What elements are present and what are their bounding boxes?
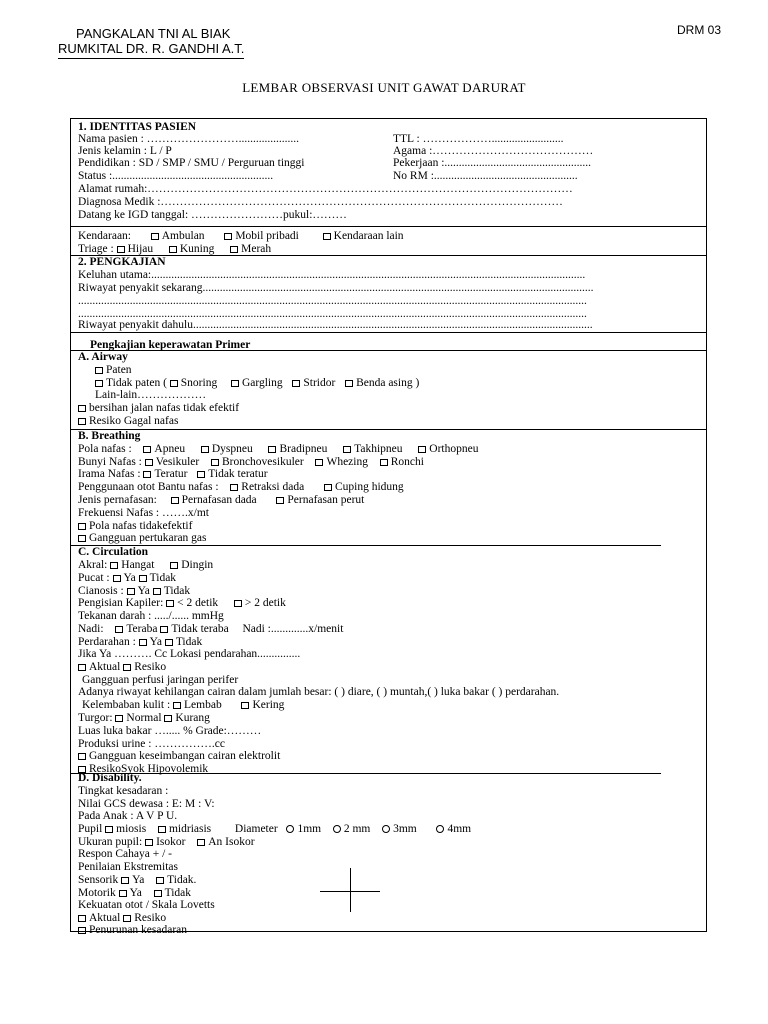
dingin-label: Dingin	[181, 559, 214, 571]
lain-lain-field[interactable]: Lain-lain………………	[95, 389, 207, 401]
irama-nafas-label: Irama Nafas :	[78, 468, 141, 480]
dyspneu-label: Dyspneu	[211, 443, 253, 455]
bradipneu-label: Bradipneu	[279, 443, 328, 455]
benda-asing-checkbox[interactable]	[345, 380, 353, 387]
vesikuler-label: Vesikuler	[155, 456, 200, 468]
miosis-label: miosis	[116, 823, 147, 835]
tidak-paten-option	[95, 377, 419, 390]
irama-nafas-row	[78, 468, 268, 481]
resiko-syok-label: ResikoSyok Hipovolemik	[89, 763, 209, 775]
respon-cahaya-field[interactable]: Respon Cahaya + / -	[78, 848, 172, 860]
motorik-ya-checkbox[interactable]	[119, 890, 127, 897]
rps-field[interactable]: Riwayat penyakit sekarang........................................................................................................................................	[78, 282, 594, 294]
bronchovesikuler-label: Bronchovesikuler	[221, 456, 304, 468]
diameter-1mm-radio[interactable]	[286, 825, 294, 833]
paten-option	[95, 364, 132, 377]
pola-tidak-efektif-label: Pola nafas tidakefektif	[89, 520, 193, 532]
document-code: DRM 03	[677, 23, 722, 37]
apneu-checkbox[interactable]	[143, 446, 151, 453]
pupil-label: Pupil	[78, 823, 103, 835]
kering-checkbox[interactable]	[241, 702, 249, 709]
cianosis-label: Cianosis :	[78, 585, 124, 597]
tidak-teratur-checkbox[interactable]	[197, 471, 205, 478]
airway-heading: A. Airway	[78, 351, 128, 363]
an-isokor-label: An Isokor	[208, 836, 255, 848]
tidak-paten-checkbox[interactable]	[95, 380, 103, 387]
kering-label: Kering	[252, 699, 285, 711]
motorik-tidak-checkbox[interactable]	[154, 890, 162, 897]
perdarahan-row	[78, 636, 202, 649]
gangguan-gas-option	[78, 532, 207, 545]
pucat-tidak-label: Tidak	[149, 572, 177, 584]
pernafasan-perut-checkbox[interactable]	[276, 497, 284, 504]
benda-asing-label: Benda asing )	[356, 377, 420, 389]
alamat-field[interactable]: Alamat rumah:…………………………………………………………………………………………………	[78, 183, 573, 195]
pernafasan-dada-label: Pernafasan dada	[181, 494, 257, 506]
d-resiko-label: Resiko	[134, 912, 167, 924]
turgor-normal-label: Normal	[126, 712, 162, 724]
pola-nafas-label: Pola nafas :	[78, 443, 132, 455]
merah-checkbox[interactable]	[230, 246, 238, 253]
teraba-label: Teraba	[126, 623, 158, 635]
tidak-teratur-label: Tidak teratur	[208, 468, 268, 480]
form-title: LEMBAR OBSERVASI UNIT GAWAT DARURAT	[242, 80, 526, 95]
gangguan-cairan-label: Gangguan keseimbangan cairan elektrolit	[89, 750, 281, 762]
paten-checkbox[interactable]	[95, 367, 103, 374]
bunyi-nafas-label: Bunyi Nafas :	[78, 456, 142, 468]
diameter-3mm-label: 3mm	[393, 823, 417, 835]
pola-nafas-row	[78, 443, 478, 456]
diameter-label: Diameter	[234, 823, 278, 835]
disability-heading: D. Disability.	[78, 772, 142, 784]
rps-line3[interactable]: .................................................................................................................................................................................	[78, 308, 587, 320]
motorik-row	[78, 887, 191, 900]
ttl-field[interactable]: TTL : ……………….........................	[393, 133, 564, 145]
jenis-pernafasan-label: Jenis pernafasan:	[78, 494, 157, 506]
pengkajian-heading: 2. PENGKAJIAN	[78, 256, 166, 268]
datang-field[interactable]: Datang ke IGD tanggal: ……………………pukul:………	[78, 209, 347, 221]
ukuran-pupil-label: Ukuran pupil:	[78, 836, 143, 848]
bersihan-checkbox[interactable]	[78, 405, 86, 412]
kuning-checkbox[interactable]	[169, 246, 177, 253]
bersihan-label: bersihan jalan nafas tidak efektif	[89, 402, 240, 414]
extremity-cross-vertical	[350, 868, 351, 912]
midriasis-checkbox[interactable]	[158, 826, 166, 833]
kapiler-gt2-checkbox[interactable]	[234, 600, 242, 607]
tingkat-kesadaran-label: Tingkat kesadaran :	[78, 785, 169, 797]
hangat-label: Hangat	[121, 559, 155, 571]
kendaraan-lain-checkbox[interactable]	[323, 233, 331, 240]
dyspneu-checkbox[interactable]	[201, 446, 209, 453]
pernafasan-perut-label: Pernafasan perut	[287, 494, 365, 506]
gargling-checkbox[interactable]	[231, 380, 239, 387]
orthopneu-label: Orthopneu	[429, 443, 479, 455]
c-aktual-checkbox[interactable]	[78, 664, 86, 671]
cuping-label: Cuping hidung	[334, 481, 404, 493]
pupil-row	[78, 823, 471, 836]
pola-tidak-efektif-option	[78, 520, 192, 533]
bersihan-option	[78, 402, 239, 415]
isokor-checkbox[interactable]	[145, 839, 153, 846]
c-resiko-label: Resiko	[134, 661, 167, 673]
observation-form	[70, 118, 707, 936]
triage-row	[78, 243, 271, 256]
retraksi-label: Retraksi dada	[241, 481, 305, 493]
penurunan-kesadaran-label: Penurunan kesadaran	[89, 924, 188, 936]
tidak-teraba-checkbox[interactable]	[160, 626, 168, 633]
sensorik-row	[78, 874, 196, 887]
stridor-checkbox[interactable]	[292, 380, 300, 387]
perdarahan-ya-label: Ya	[149, 636, 162, 648]
an-isokor-checkbox[interactable]	[197, 839, 205, 846]
isokor-label: Isokor	[156, 836, 186, 848]
perdarahan-label: Perdarahan :	[78, 636, 136, 648]
c-aktual-label: Aktual	[89, 661, 121, 673]
kapiler-lt2-label: < 2 detik	[177, 597, 219, 609]
c-resiko-checkbox[interactable]	[123, 664, 131, 671]
diameter-2mm-label: 2 mm	[343, 823, 371, 835]
identitas-heading: 1. IDENTITAS PASIEN	[78, 121, 197, 133]
agama-field[interactable]: Agama :……………………………………	[393, 145, 594, 157]
org-name-line2: RUMKITAL DR. R. GANDHI A.T.	[58, 41, 244, 59]
vesikuler-checkbox[interactable]	[145, 459, 153, 466]
nadi-row	[78, 623, 343, 636]
kekuatan-otot-label: Kekuatan otot / Skala Lovetts	[78, 899, 215, 911]
nadi-frekuensi-field[interactable]: Nadi :.............x/menit	[242, 623, 344, 635]
kapiler-lt2-checkbox[interactable]	[166, 600, 174, 607]
sensorik-ya-checkbox[interactable]	[121, 877, 129, 884]
sensorik-tidak-checkbox[interactable]	[156, 877, 164, 884]
ronchi-label: Ronchi	[390, 456, 424, 468]
d-aktual-checkbox[interactable]	[78, 915, 86, 922]
luas-luka-bakar-field[interactable]: Luas luka bakar …..... % Grade:………	[78, 725, 262, 737]
kapiler-gt2-label: > 2 detik	[244, 597, 286, 609]
frekuensi-nafas-field[interactable]: Frekuensi Nafas : …….x/mt	[78, 507, 209, 519]
kendaraan-label: Kendaraan:	[78, 230, 131, 242]
akral-row	[78, 559, 213, 572]
circulation-heading: C. Circulation	[78, 546, 149, 558]
pucat-ya-checkbox[interactable]	[113, 575, 121, 582]
keluhan-field[interactable]: Keluhan utama:.......................................................................................................................................................	[78, 269, 586, 281]
pada-anak-field[interactable]: Pada Anak : A V P U.	[78, 810, 178, 822]
teratur-label: Teratur	[154, 468, 188, 480]
diameter-2mm-radio[interactable]	[333, 825, 341, 833]
otot-bantu-row	[78, 481, 404, 494]
kelembaban-row	[82, 699, 284, 712]
sensorik-tidak-label: Tidak.	[167, 874, 197, 886]
kendaraan-lain-label: Kendaraan lain	[333, 230, 404, 242]
diagnosa-field[interactable]: Diagnosa Medik :……………………………………………………………………………………………	[78, 196, 563, 208]
bradipneu-checkbox[interactable]	[268, 446, 276, 453]
turgor-kurang-checkbox[interactable]	[164, 715, 172, 722]
tekanan-darah-field[interactable]: Tekanan darah : ...../...... mmHg	[78, 610, 224, 622]
akral-label: Akral:	[78, 559, 108, 571]
mobil-pribadi-label: Mobil pribadi	[235, 230, 299, 242]
teratur-checkbox[interactable]	[143, 471, 151, 478]
whezing-checkbox[interactable]	[315, 459, 323, 466]
diameter-4mm-label: 4mm	[447, 823, 472, 835]
motorik-ya-label: Ya	[129, 887, 142, 899]
aktual-resiko-row-c	[78, 661, 166, 674]
paten-label: Paten	[106, 364, 132, 376]
turgor-normal-checkbox[interactable]	[115, 715, 123, 722]
resiko-gagal-label: Resiko Gagal nafas	[89, 415, 179, 427]
no-rm-field[interactable]: No RM :..................................................	[393, 170, 578, 182]
ambulan-checkbox[interactable]	[151, 233, 159, 240]
tidak-teraba-label: Tidak teraba	[171, 623, 229, 635]
ukuran-pupil-row	[78, 836, 255, 849]
nama-field[interactable]: Nama pasien : …………………….....................	[78, 133, 300, 145]
pekerjaan-field[interactable]: Pekerjaan :...................................................	[393, 157, 592, 169]
stridor-label: Stridor	[303, 377, 336, 389]
kuning-label: Kuning	[179, 243, 215, 255]
pengisian-kapiler-row	[78, 597, 286, 610]
gangguan-gas-label: Gangguan pertukaran gas	[89, 532, 207, 544]
pernafasan-dada-checkbox[interactable]	[171, 497, 179, 504]
turgor-row	[78, 712, 210, 725]
gangguan-cairan-option	[78, 750, 280, 763]
bronchovesikuler-checkbox[interactable]	[211, 459, 219, 466]
apneu-label: Apneu	[154, 443, 186, 455]
jenis-pernafasan-row	[78, 494, 364, 507]
cianosis-ya-label: Ya	[137, 585, 150, 597]
takhipneu-checkbox[interactable]	[343, 446, 351, 453]
org-name-line1: PANGKALAN TNI AL BIAK	[76, 26, 231, 41]
nadi-label: Nadi:	[78, 623, 104, 635]
gangguan-cairan-checkbox[interactable]	[78, 753, 86, 760]
triage-label: Triage :	[78, 243, 114, 255]
pola-tidak-efektif-checkbox[interactable]	[78, 523, 86, 530]
gangguan-gas-checkbox[interactable]	[78, 535, 86, 542]
mobil-pribadi-checkbox[interactable]	[224, 233, 232, 240]
takhipneu-label: Takhipneu	[354, 443, 403, 455]
penilaian-ekstremitas-label: Penilaian Ekstremitas	[78, 861, 178, 873]
dingin-checkbox[interactable]	[170, 562, 178, 569]
snoring-label: Snoring	[180, 377, 218, 389]
status-field[interactable]: Status :........................................................	[78, 170, 274, 182]
miosis-checkbox[interactable]	[105, 826, 113, 833]
cianosis-row	[78, 585, 190, 598]
turgor-label: Turgor:	[78, 712, 113, 724]
whezing-label: Whezing	[326, 456, 368, 468]
pucat-row	[78, 572, 176, 585]
pucat-label: Pucat :	[78, 572, 110, 584]
hijau-checkbox[interactable]	[117, 246, 125, 253]
teraba-checkbox[interactable]	[115, 626, 123, 633]
retraksi-checkbox[interactable]	[230, 484, 238, 491]
riwayat-cairan-text: Adanya riwayat kehilangan cairan dalam jumlah besar: ( ) diare, ( ) muntah,( ) luka bakar ( ) perdarahan.	[78, 686, 560, 698]
otot-bantu-label: Penggunaan otot Bantu nafas :	[78, 481, 219, 493]
diameter-1mm-label: 1mm	[297, 823, 322, 835]
lembab-checkbox[interactable]	[173, 702, 181, 709]
bunyi-nafas-row	[78, 456, 424, 469]
hijau-label: Hijau	[127, 243, 154, 255]
cianosis-tidak-checkbox[interactable]	[153, 588, 161, 595]
d-aktual-label: Aktual	[89, 912, 121, 924]
pucat-ya-label: Ya	[123, 572, 136, 584]
pengisian-kapiler-label: Pengisian Kapiler:	[78, 597, 164, 609]
aktual-resiko-row-d	[78, 912, 166, 925]
d-resiko-checkbox[interactable]	[123, 915, 131, 922]
motorik-label: Motorik	[78, 887, 116, 899]
snoring-checkbox[interactable]	[170, 380, 178, 387]
breathing-heading: B. Breathing	[78, 430, 141, 442]
sensorik-ya-label: Ya	[132, 874, 145, 886]
perdarahan-tidak-label: Tidak	[175, 636, 203, 648]
resiko-gagal-option	[78, 415, 178, 428]
rpd-field[interactable]: Riwayat penyakit dahulu...........................................................................................................................................	[78, 319, 593, 331]
kelembaban-label: Kelembaban kulit :	[82, 699, 171, 711]
gcs-field[interactable]: Nilai GCS dewasa : E: M : V:	[78, 798, 215, 810]
jenis-kelamin-field[interactable]: Jenis kelamin : L / P	[78, 145, 172, 157]
motorik-tidak-label: Tidak	[164, 887, 192, 899]
produksi-urine-field[interactable]: Produksi urine : …………….cc	[78, 738, 225, 750]
kendaraan-row	[78, 230, 404, 243]
pendidikan-field[interactable]: Pendidikan : SD / SMP / SMU / Perguruan tinggi	[78, 157, 305, 169]
resiko-gagal-checkbox[interactable]	[78, 418, 86, 425]
midriasis-label: midriasis	[168, 823, 212, 835]
gargling-label: Gargling	[241, 377, 283, 389]
jika-ya-field[interactable]: Jika Ya ………. Cc Lokasi pendarahan...............	[78, 648, 301, 660]
hangat-checkbox[interactable]	[110, 562, 118, 569]
perdarahan-ya-checkbox[interactable]	[139, 639, 147, 646]
sensorik-label: Sensorik	[78, 874, 119, 886]
penurunan-kesadaran-checkbox[interactable]	[78, 927, 86, 934]
penurunan-kesadaran-option	[78, 924, 187, 937]
tidak-paten-label: Tidak paten (	[106, 377, 167, 389]
merah-label: Merah	[241, 243, 272, 255]
ronchi-checkbox[interactable]	[380, 459, 388, 466]
cianosis-tidak-label: Tidak	[163, 585, 191, 597]
cianosis-ya-checkbox[interactable]	[127, 588, 135, 595]
pucat-tidak-checkbox[interactable]	[139, 575, 147, 582]
diameter-4mm-radio[interactable]	[436, 825, 444, 833]
rps-line2[interactable]: .................................................................................................................................................................................	[78, 295, 587, 307]
cuping-checkbox[interactable]	[324, 484, 332, 491]
ambulan-label: Ambulan	[161, 230, 205, 242]
gangguan-perfusi-text: Gangguan perfusi jaringan perifer	[82, 674, 239, 686]
lembab-label: Lembab	[184, 699, 222, 711]
perdarahan-tidak-checkbox[interactable]	[165, 639, 173, 646]
orthopneu-checkbox[interactable]	[418, 446, 426, 453]
turgor-kurang-label: Kurang	[175, 712, 210, 724]
primer-heading: Pengkajian keperawatan Primer	[90, 339, 251, 351]
diameter-3mm-radio[interactable]	[382, 825, 390, 833]
